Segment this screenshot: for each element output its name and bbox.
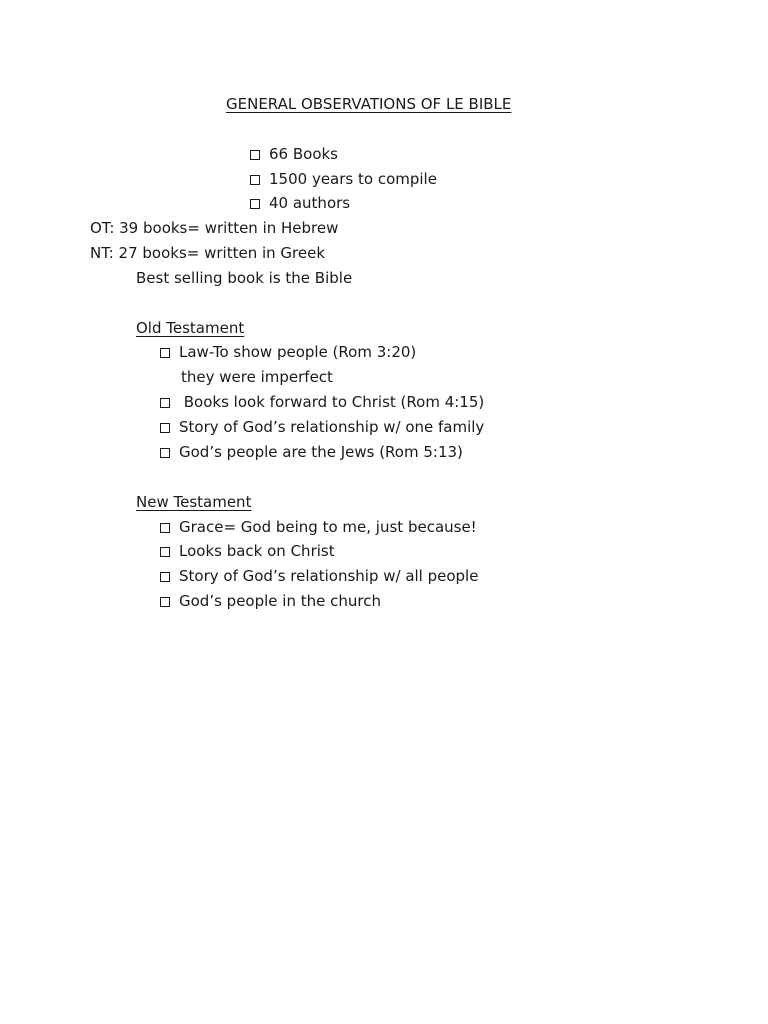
page-title: GENERAL OBSERVATIONS OF LE BIBLE <box>226 95 512 113</box>
list-item-label: Books look forward to Christ (Rom 4:15) <box>179 393 485 411</box>
list-item-label: Story of God’s relationship w/ one family <box>179 418 485 436</box>
empty-checkbox-icon <box>160 423 170 433</box>
list-item-label: Story of God’s relationship w/ all people <box>179 567 479 585</box>
fact-item <box>250 144 338 164</box>
empty-checkbox-icon <box>250 199 260 209</box>
fact-label: 1500 years to compile <box>269 170 437 188</box>
ot-summary: OT: 39 books= written in Hebrew <box>90 219 339 237</box>
fact-item <box>250 169 437 189</box>
empty-checkbox-icon <box>250 175 260 185</box>
list-item-label: God’s people in the church <box>179 592 381 610</box>
empty-checkbox-icon <box>160 597 170 607</box>
best-selling-note: Best selling book is the Bible <box>136 269 353 287</box>
empty-checkbox-icon <box>250 150 260 160</box>
empty-checkbox-icon <box>160 523 170 533</box>
empty-checkbox-icon <box>160 547 170 557</box>
list-item <box>160 342 416 362</box>
list-item-continuation: they were imperfect <box>181 368 333 386</box>
list-item-label: Looks back on Christ <box>179 542 335 560</box>
empty-checkbox-icon <box>160 572 170 582</box>
fact-label: 66 Books <box>269 145 339 163</box>
empty-checkbox-icon <box>160 398 170 408</box>
list-item-label: Law-To show people (Rom 3:20) <box>179 343 417 361</box>
fact-item <box>250 193 350 213</box>
fact-label: 40 authors <box>269 194 351 212</box>
nt-summary: NT: 27 books= written in Greek <box>90 244 326 262</box>
new-testament-heading: New Testament <box>136 493 252 511</box>
list-item-label: Grace= God being to me, just because! <box>179 518 477 536</box>
empty-checkbox-icon <box>160 448 170 458</box>
list-item <box>160 517 477 537</box>
list-item <box>160 591 381 611</box>
list-item-label: God’s people are the Jews (Rom 5:13) <box>179 443 463 461</box>
list-item <box>160 442 463 462</box>
list-item <box>160 541 335 561</box>
list-item <box>160 417 484 437</box>
list-item <box>160 392 484 412</box>
list-item <box>160 566 478 586</box>
old-testament-heading: Old Testament <box>136 319 245 337</box>
empty-checkbox-icon <box>160 348 170 358</box>
